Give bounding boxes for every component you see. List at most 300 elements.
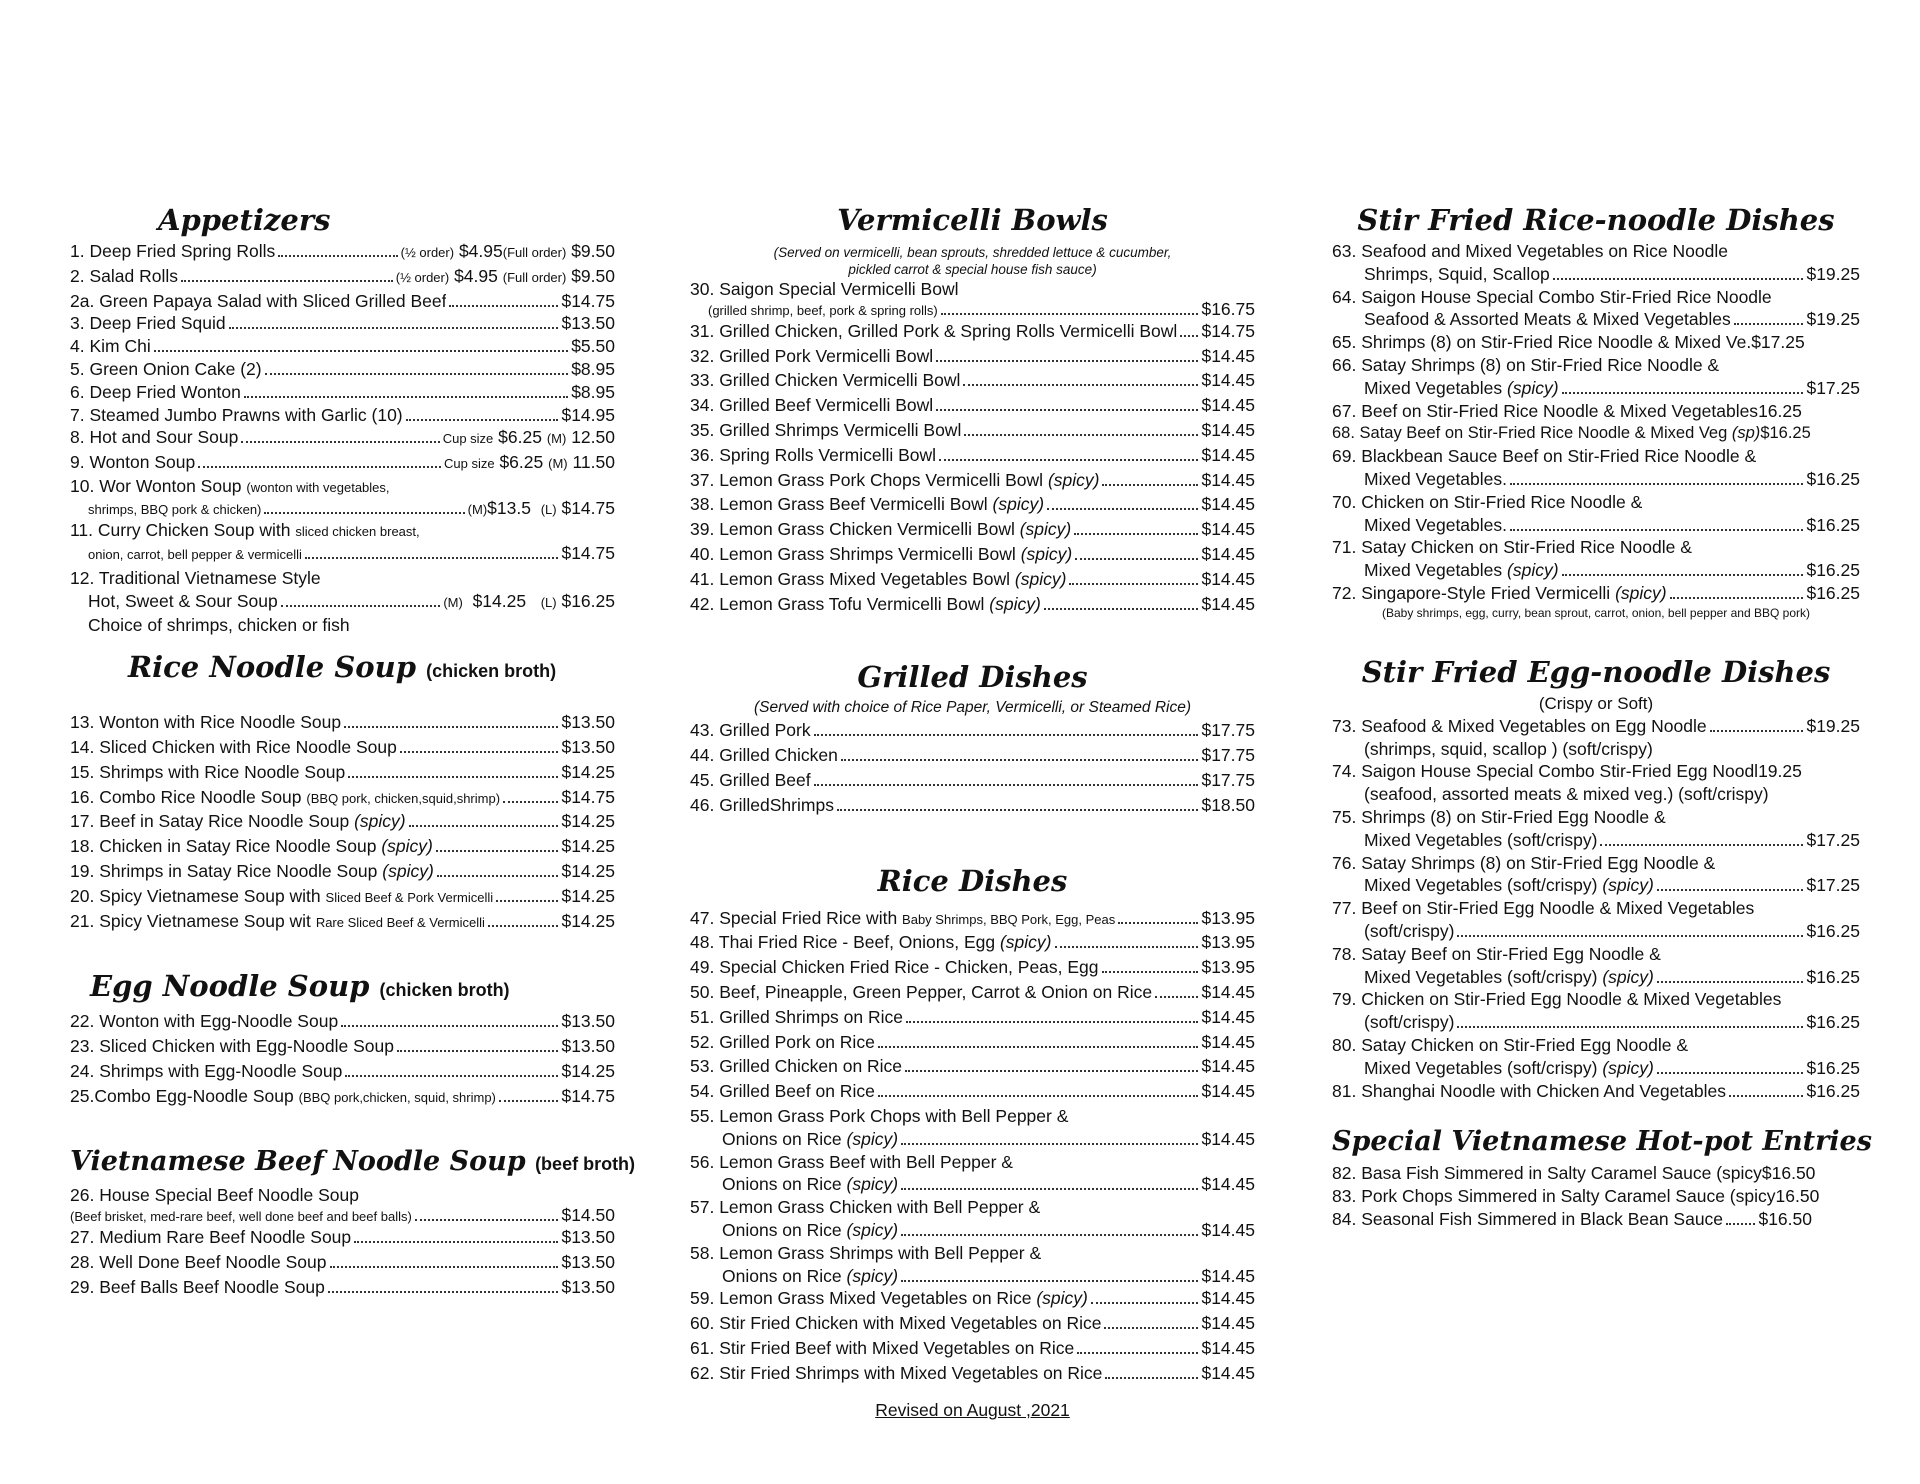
item-price: $14.25 (561, 885, 615, 906)
item-spicy: (spicy) (1036, 1288, 1088, 1309)
egg-noodle-dishes-section (1332, 652, 1860, 1103)
menu-item (1332, 988, 1860, 1034)
item-name: Mixed Vegetables. (1364, 514, 1508, 535)
item-name: Onions on Rice (722, 1265, 842, 1286)
item-spicy: (spicy) (989, 593, 1041, 614)
item-name: 57. Lemon Grass Chicken with Bell Pepper & (690, 1197, 1041, 1218)
rice-list (690, 907, 1255, 1105)
item-price: $9.50 (571, 241, 615, 261)
item-price: $14.45 (1201, 419, 1255, 440)
grilled-section (690, 657, 1255, 818)
item-price: $13.50 (561, 736, 615, 757)
menu-item (690, 278, 1255, 320)
menu-item (690, 1055, 1255, 1080)
item-price: 11.50 (572, 452, 615, 473)
item-name: 59. Lemon Grass Mixed Vegetables on Rice (690, 1288, 1032, 1309)
menu-item (70, 520, 615, 567)
item-detail: Sliced Beef & Pork Vermicelli (325, 889, 494, 905)
menu-item (70, 885, 615, 910)
menu-item (690, 1337, 1255, 1362)
item-name: Mixed Vegetables (soft/crispy) (1364, 875, 1598, 896)
item-size: (½ order) (395, 269, 450, 285)
item-price: $16.25 (1806, 468, 1860, 489)
item-size: (L) (540, 501, 557, 517)
item-price: $17.25 (1806, 875, 1860, 896)
menu-item (1332, 400, 1860, 423)
item-spicy: (sp) (1731, 424, 1761, 443)
item-name: 8. Hot and Sour Soup (70, 427, 239, 448)
item-name: 19. Shrimps in Satay Rice Noodle Soup (70, 860, 378, 881)
menu-item (690, 1242, 1255, 1288)
item-price: $14.25 (561, 761, 615, 782)
item-name: 40. Lemon Grass Shrimps Vermicelli Bowl (690, 543, 1016, 564)
item-name: 58. Lemon Grass Shrimps with Bell Pepper & (690, 1242, 1042, 1263)
item-name: 77. Beef on Stir-Fried Egg Noodle & Mixed Vegetables (1332, 898, 1755, 919)
item-detail: Baby Shrimps, BBQ Pork, Egg, Peas (902, 911, 1116, 927)
hotpot-section (1332, 1122, 1872, 1230)
item-name: 26. House Special Beef Noodle Soup (70, 1184, 359, 1205)
item-name: Hot, Sweet & Sour Soup (88, 590, 278, 611)
item-price: $14.25 (561, 836, 615, 857)
item-name: 42. Lemon Grass Tofu Vermicelli Bowl (690, 593, 985, 614)
menu-item (690, 1287, 1255, 1312)
item-price: $13.50 (561, 1252, 615, 1273)
item-detail: (shrimps, squid, scallop ) (soft/crispy) (1364, 738, 1653, 759)
item-name: 65. Shrimps (8) on Stir-Fried Rice Noodle & Mixed Ve. (1332, 332, 1752, 353)
menu-item (70, 240, 615, 265)
item-price: $4.95 (458, 241, 503, 261)
menu-item (1332, 1080, 1860, 1103)
menu-item (1332, 943, 1860, 989)
item-price: $14.45 (1201, 1174, 1255, 1195)
menu-item (70, 736, 615, 761)
item-price: $14.45 (1201, 1313, 1255, 1334)
item-name: 75. Shrimps (8) on Stir-Fried Egg Noodle & (1332, 806, 1666, 827)
item-name: 54. Grilled Beef on Rice (690, 1081, 875, 1102)
item-price: $14.45 (1201, 370, 1255, 391)
rice-noodle-soup-heading (70, 647, 615, 691)
item-size: (Full order) (502, 245, 567, 260)
item-name: 50. Beef, Pineapple, Green Pepper, Carrot & Onion on Rice (690, 981, 1153, 1002)
item-size: (L) (540, 594, 557, 610)
item-price: $16.25 (1806, 920, 1860, 941)
menu-item (690, 1196, 1255, 1242)
item-spicy: (spicy) (1047, 469, 1100, 490)
item-name: Onions on Rice (722, 1219, 842, 1240)
item-name: Seafood & Assorted Meats & Mixed Vegetables (1364, 309, 1731, 330)
menu-item (690, 568, 1255, 593)
grilled-list (690, 719, 1255, 818)
item-name: 32. Grilled Pork Vermicelli Bowl (690, 345, 934, 366)
item-price: $16.25 (1806, 1012, 1860, 1033)
menu-item (1332, 1034, 1860, 1080)
menu-item (70, 1276, 615, 1301)
menu-item (70, 567, 615, 637)
item-name: 79. Chicken on Stir-Fried Egg Noodle & Mixed Vegetables (1332, 989, 1782, 1010)
item-name: 62. Stir Fried Shrimps with Mixed Vegetables on Rice (690, 1362, 1103, 1383)
item-spicy: (spicy) (381, 836, 433, 857)
grilled-note: (Served with choice of Rice Paper, Vermicelli, or Steamed Rice) (753, 699, 1192, 717)
item-price: $19.25 (1806, 309, 1860, 330)
item-name: 76. Satay Shrimps (8) on Stir-Fried Egg Noodle & (1332, 852, 1716, 873)
item-name: 27. Medium Rare Beef Noodle Soup (70, 1227, 352, 1248)
item-name: 55. Lemon Grass Pork Chops with Bell Pepper & (690, 1105, 1069, 1126)
item-price: $13.50 (561, 1036, 615, 1057)
menu-item (1332, 715, 1860, 761)
rice-two-line-list (690, 1105, 1255, 1287)
vermicelli-note: (Served on vermicelli, bean sprouts, shredded lettuce & cucumber, (773, 245, 1172, 260)
item-name: 44. Grilled Chicken (690, 745, 838, 766)
item-spicy: (spicy) (1615, 582, 1667, 603)
menu-item (70, 1010, 615, 1035)
item-spicy: (spicy) (846, 1128, 899, 1149)
menu-item (690, 593, 1255, 618)
vermicelli-heading: Vermicelli Bowls (837, 203, 1108, 237)
item-name: 43. Grilled Pork (690, 720, 811, 741)
item-name: 22. Wonton with Egg-Noodle Soup (70, 1011, 339, 1032)
item-price: $14.45 (1201, 593, 1255, 614)
item-price: $14.25 (561, 860, 615, 881)
item-spicy: (spicy) (1602, 875, 1654, 896)
item-detail: (grilled shrimp, beef, pork & spring rolls) (708, 302, 938, 318)
item-name: 10. Wor Wonton Soup (70, 475, 242, 496)
item-price: $13.50 (561, 1227, 615, 1248)
item-price: $14.45 (1201, 1265, 1255, 1286)
vermicelli-list (690, 320, 1255, 618)
item-price: $17.75 (1201, 720, 1255, 741)
item-name: 84. Seasonal Fish Simmered in Black Bean Sauce (1332, 1208, 1724, 1229)
item-price: 12.50 (571, 427, 615, 448)
item-detail: shrimps, BBQ pork & chicken) (88, 501, 262, 517)
menu-item (690, 1312, 1255, 1337)
item-name: 80. Satay Chicken on Stir-Fried Egg Noodle & (1332, 1034, 1689, 1055)
menu-item (690, 369, 1255, 394)
item-name: 16. Combo Rice Noodle Soup (70, 786, 302, 807)
item-price: $14.75 (561, 497, 615, 518)
menu-item (70, 711, 615, 736)
item-detail: (BBQ pork,chicken, squid, shrimp) (298, 1089, 496, 1105)
item-detail: (wonton with vegetables, (246, 479, 390, 495)
item-name: 71. Satay Chicken on Stir-Fried Rice Noodle & (1332, 537, 1692, 558)
item-spicy: (spicy) (999, 932, 1052, 953)
rice-noodle-dishes-heading: Stir Fried Rice-noodle Dishes (1357, 203, 1835, 237)
item-price: $16.25 (1806, 560, 1860, 581)
item-spicy: (spicy) (1507, 377, 1559, 398)
item-name: 66. Satay Shrimps (8) on Stir-Fried Rice Noodle & (1332, 354, 1720, 375)
item-detail: sliced chicken breast, (295, 523, 420, 539)
item-name: 6. Deep Fried Wonton (70, 381, 241, 402)
item-name: Mixed Vegetables (soft/crispy) (1364, 966, 1598, 987)
menu-item (690, 543, 1255, 568)
heading-sub: (chicken broth) (426, 661, 557, 682)
item-price: $16.25 (1760, 424, 1811, 443)
item-name: Onions on Rice (722, 1128, 842, 1149)
item-name: 64. Saigon House Special Combo Stir-Fried Rice Noodle (1332, 286, 1772, 307)
item-detail: (Beef brisket, med-rare beef, well done beef and beef balls) (70, 1209, 412, 1225)
menu-item (70, 265, 615, 290)
item-size: (½ order) (400, 245, 455, 260)
item-price: $14.25 (472, 590, 527, 611)
item-name: 12. Traditional Vietnamese Style (70, 567, 321, 588)
item-name: 34. Grilled Beef Vermicelli Bowl (690, 395, 934, 416)
item-name: 11. Curry Chicken Soup with (70, 519, 291, 540)
rice-noodle-dishes-section (1332, 200, 1860, 622)
item-price: $17.25 (1806, 377, 1860, 398)
menu-item (690, 1105, 1255, 1151)
menu-item (1332, 240, 1860, 286)
item-spicy: (spicy) (1602, 966, 1654, 987)
menu-item (70, 426, 615, 451)
item-detail: Rare Sliced Beef & Vermicelli (315, 914, 485, 930)
menu-item (1332, 331, 1860, 354)
item-spicy: (spicy) (1020, 543, 1073, 564)
item-price: $18.50 (1201, 794, 1255, 815)
item-spicy: (spicy) (1014, 568, 1067, 589)
menu-item (70, 451, 615, 476)
menu-item (1332, 422, 1860, 445)
menu-item (1332, 445, 1860, 491)
item-size: (M) (443, 594, 463, 610)
item-size: (M) (546, 431, 567, 447)
item-price: $16.25 (1806, 1057, 1860, 1078)
item-price: $16.25 (1806, 582, 1860, 603)
item-name: 36. Spring Rolls Vermicelli Bowl (690, 444, 937, 465)
menu-item (70, 312, 615, 335)
item-price: $16.25 (561, 590, 615, 611)
item-spicy: (spicy) (846, 1219, 899, 1240)
item-name: 35. Grilled Shrimps Vermicelli Bowl (690, 419, 962, 440)
menu-item (70, 1085, 615, 1110)
menu-item (70, 860, 615, 885)
item-price: $8.95 (571, 381, 615, 402)
item-name: 9. Wonton Soup (70, 452, 196, 473)
item-price: $14.75 (561, 786, 615, 807)
item-name: 23. Sliced Chicken with Egg-Noodle Soup (70, 1036, 394, 1057)
item-price: $13.5 (487, 497, 531, 518)
item-price: $14.45 (1201, 981, 1255, 1002)
item-spicy: (spicy) (846, 1174, 899, 1195)
item-name: 24. Shrimps with Egg-Noodle Soup (70, 1060, 343, 1081)
item-name: 47. Special Fried Rice with (690, 907, 898, 928)
item-name: 52. Grilled Pork on Rice (690, 1031, 875, 1052)
menu-item (70, 476, 615, 520)
menu-item (690, 419, 1255, 444)
menu-item (70, 910, 615, 935)
item-name: 2a. Green Papaya Salad with Sliced Grilled Beef (70, 290, 447, 311)
menu-item (1332, 897, 1860, 943)
item-name: 25.Combo Egg-Noodle Soup (70, 1085, 294, 1106)
item-size: (M) (467, 501, 488, 517)
menu-item (1332, 852, 1860, 898)
item-price: $14.45 (1201, 1288, 1255, 1309)
menu-item (690, 1006, 1255, 1031)
appetizers-heading: Appetizers (158, 203, 331, 237)
menu-item (70, 1060, 615, 1085)
item-price: $14.75 (561, 290, 615, 311)
item-name: 63. Seafood and Mixed Vegetables on Rice Noodle (1332, 241, 1728, 261)
menu-item (70, 1226, 615, 1251)
menu-item (690, 981, 1255, 1006)
item-name: 4. Kim Chi (70, 336, 151, 357)
menu-item (1332, 760, 1860, 806)
item-price: $14.75 (561, 542, 615, 563)
menu-item (690, 444, 1255, 469)
egg-noodle-soup-section (70, 966, 615, 1109)
item-price: $14.25 (561, 910, 615, 931)
vermicelli-note: pickled carrot & special house fish sauce) (848, 262, 1097, 277)
item-name: 13. Wonton with Rice Noodle Soup (70, 712, 342, 733)
menu-item (1332, 536, 1860, 582)
item-price: $16.25 (1806, 966, 1860, 987)
rice-tail-list (690, 1287, 1255, 1386)
item-price: $14.45 (1201, 469, 1255, 490)
menu-item (690, 320, 1255, 345)
item-spicy: (spicy) (1602, 1057, 1654, 1078)
item-price: $14.75 (1201, 320, 1255, 341)
item-price: $14.45 (1201, 1337, 1255, 1358)
item-price: $13.95 (1201, 957, 1255, 978)
menu-item (70, 810, 615, 835)
item-name: 14. Sliced Chicken with Rice Noodle Soup (70, 736, 397, 757)
menu-item (690, 744, 1255, 769)
item-price: $17.75 (1201, 769, 1255, 790)
item-price: $13.95 (1201, 932, 1255, 953)
item-price: $14.45 (1201, 494, 1255, 515)
hotpot-heading: Special Vietnamese Hot-pot Entries (1332, 1126, 1872, 1158)
item-size: Cup size (444, 456, 495, 472)
item-name: 51. Grilled Shrimps on Rice (690, 1006, 903, 1027)
item-detail: (Baby shrimps, egg, curry, bean sprout, carrot, onion, bell pepper and BBQ pork) (1382, 605, 1810, 620)
item-price: $9.50 (571, 265, 615, 286)
item-name: 46. GrilledShrimps (690, 794, 834, 815)
item-price: $14.45 (1201, 444, 1255, 465)
column-left (70, 200, 636, 1301)
item-price: $14.45 (1201, 1362, 1255, 1383)
beef-noodle-soup-section (70, 1142, 636, 1301)
item-price: $6.25 (498, 427, 542, 448)
item-price: 19.25 (1758, 761, 1802, 782)
heading-sub: (beef broth) (535, 1153, 636, 1174)
item-name: 48. Thai Fried Rice - Beef, Onions, Egg (690, 932, 996, 953)
menu-item (690, 493, 1255, 518)
item-price: $14.45 (1201, 1081, 1255, 1102)
menu-item (690, 907, 1255, 932)
item-detail: (BBQ pork, chicken,squid,shrimp) (306, 790, 501, 806)
menu-item (70, 290, 615, 313)
menu-item (70, 1251, 615, 1276)
item-spicy: (spicy) (992, 494, 1045, 515)
item-name: 81. Shanghai Noodle with Chicken And Vegetables (1332, 1080, 1727, 1101)
item-name: 33. Grilled Chicken Vermicelli Bowl (690, 370, 961, 391)
item-price: $14.45 (1201, 1219, 1255, 1240)
menu-item (690, 956, 1255, 981)
menu-item (1332, 582, 1860, 622)
item-price: $14.45 (1201, 1031, 1255, 1052)
item-price: $14.45 (1201, 395, 1255, 416)
vermicelli-section (690, 200, 1255, 617)
item-name: 21. Spicy Vietnamese Soup wit (70, 910, 311, 931)
menu-item (690, 1031, 1255, 1056)
item-price: $4.95 (454, 265, 498, 286)
item-name: 30. Saigon Special Vermicelli Bowl (690, 279, 959, 299)
item-name: 5. Green Onion Cake (2) (70, 358, 262, 379)
column-middle (690, 200, 1255, 1421)
item-name: 49. Special Chicken Fried Rice - Chicken, Peas, Egg (690, 957, 1099, 978)
menu-item (690, 345, 1255, 370)
heading-sub: (chicken broth) (379, 980, 510, 1001)
column-right (1332, 200, 1872, 1231)
menu-item (690, 1080, 1255, 1105)
item-spicy: (spicy) (846, 1265, 899, 1286)
heading-text: Vietnamese Beef Noodle Soup (70, 1145, 526, 1177)
menu-item (1332, 491, 1860, 537)
item-name: Mixed Vegetables. (1364, 468, 1508, 489)
item-name: Mixed Vegetables (soft/crispy) (1364, 829, 1598, 850)
item-size: (Full order) (502, 269, 567, 285)
menu-item (690, 719, 1255, 744)
item-name: 28. Well Done Beef Noodle Soup (70, 1252, 327, 1273)
menu-item (1332, 806, 1860, 852)
item-spicy: (spicy) (1019, 519, 1072, 540)
item-size: Cup size (442, 431, 494, 447)
item-name: 38. Lemon Grass Beef Vermicelli Bowl (690, 494, 988, 515)
item-detail: Choice of shrimps, chicken or fish (88, 615, 350, 636)
item-name: 61. Stir Fried Beef with Mixed Vegetables on Rice (690, 1337, 1075, 1358)
item-name: (soft/crispy) (1364, 1012, 1455, 1033)
heading-text: Rice Noodle Soup (128, 650, 417, 685)
beef-noodle-soup-heading (70, 1142, 636, 1184)
item-name: 68. Satay Beef on Stir-Fried Rice Noodle & Mixed Veg (1332, 424, 1728, 443)
item-price: $14.45 (1201, 1056, 1255, 1077)
menu-item (70, 835, 615, 860)
item-price: $13.95 (1201, 907, 1255, 928)
menu-item (70, 1184, 615, 1227)
item-spicy: (spicy) (354, 811, 406, 832)
item-detail: onion, carrot, bell pepper & vermicelli (88, 546, 302, 562)
menu-item: 83. Pork Chops Simmered in Salty Caramel Sauce (spicy16.50 (1332, 1186, 1820, 1207)
item-spicy: (spicy) (1507, 560, 1559, 581)
egg-noodle-soup-list (70, 1010, 615, 1109)
menu-item (70, 404, 615, 427)
item-name: 41. Lemon Grass Mixed Vegetables Bowl (690, 568, 1011, 589)
item-price: $17.25 (1806, 829, 1860, 850)
item-name: Mixed Vegetables (1364, 560, 1503, 581)
menu-item (690, 1151, 1255, 1197)
item-name: 73. Seafood & Mixed Vegetables on Egg Noodle (1332, 715, 1707, 736)
item-name: 2. Salad Rolls (70, 265, 178, 286)
item-name: 18. Chicken in Satay Rice Noodle Soup (70, 836, 377, 857)
item-price: $14.75 (561, 1085, 615, 1106)
egg-noodle-dishes-heading: Stir Fried Egg-noodle Dishes (1361, 654, 1831, 689)
item-price: $8.95 (571, 358, 615, 379)
menu-item: 82. Basa Fish Simmered in Salty Caramel Sauce (spicy$16.50 (1332, 1163, 1816, 1184)
item-price: $13.50 (561, 1011, 615, 1032)
item-price: $19.25 (1806, 715, 1860, 736)
rice-heading: Rice Dishes (877, 863, 1068, 898)
menu-item (70, 761, 615, 786)
rice-noodle-soup-section (70, 647, 615, 934)
menu-item (1332, 286, 1860, 332)
item-spicy: (spicy) (382, 860, 434, 881)
item-price: $16.25 (1806, 1080, 1860, 1101)
menu-item (70, 381, 615, 404)
menu-item (1332, 354, 1860, 400)
menu-item (70, 358, 615, 381)
item-name: 20. Spicy Vietnamese Soup with (70, 885, 321, 906)
menu-item (690, 518, 1255, 543)
item-price: $14.45 (1201, 1128, 1255, 1149)
item-price: $5.50 (571, 336, 615, 357)
